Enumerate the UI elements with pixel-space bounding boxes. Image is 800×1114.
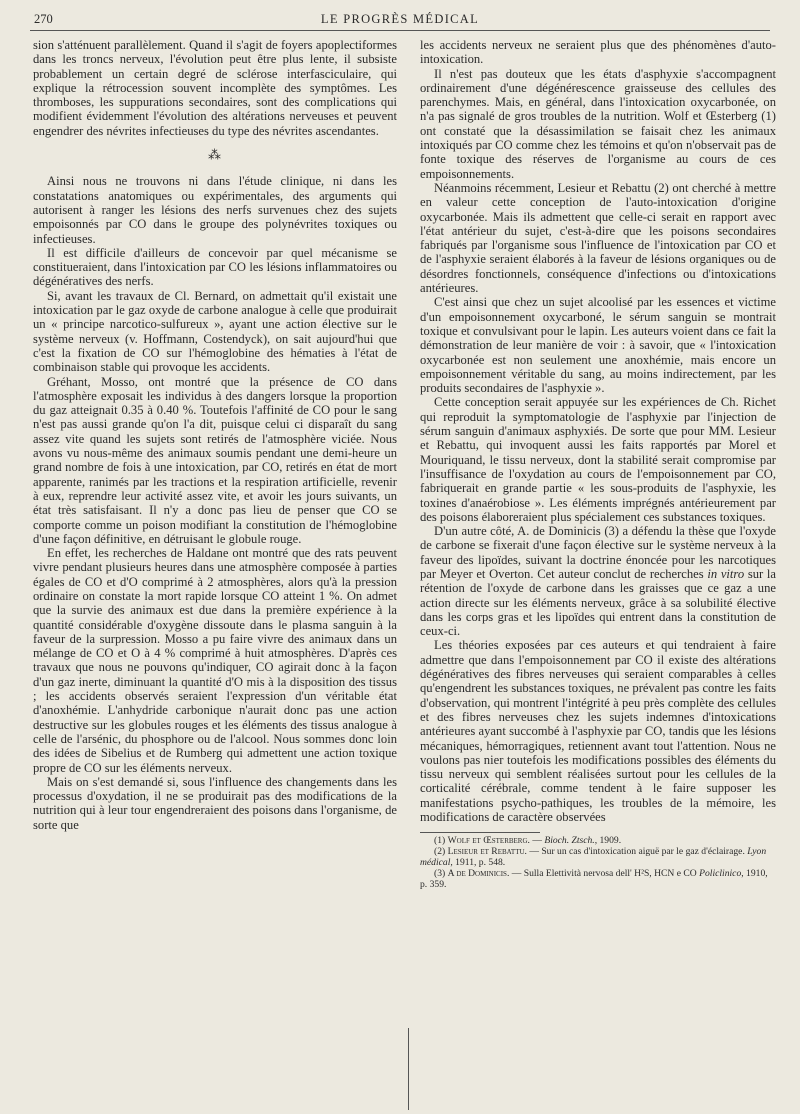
paragraph: les accidents nerveux ne seraient plus que des phénomènes d'auto-intoxication. [420, 38, 776, 67]
footnote [420, 847, 776, 869]
footnote-text: — Sur un cas d'intoxication aiguë par le gaz d'éclairage. [526, 846, 748, 858]
paragraph: Si, avant les travaux de Cl. Bernard, on admettait qu'il existait une intoxication par le gaz oxyde de carbone analogue à celle que produirait un « principe narcotico-sulfureux », ayant une action élective sur le système nerveux (v. Hoffmann, Costendyck), on sait aujourd'hui que c'est la fixation de CO sur l'hémoglobine des hématies à l'état de combinaison stable qui provoque les accidents. [33, 288, 397, 375]
column-rule [408, 1028, 409, 1110]
paragraph: sion s'atténuent parallèlement. Quand il s'agit de foyers apoplectiformes dans les troncs nerveux, l'évolution peut être plus lente, il subsiste probablement un certain degré de sclérose interfasciculaire, qui explique la rétrocession souvent incomplète des symptômes. Les thromboses, les suppurations secondaires, sont des complications qui modifient évidemment l'évolution des altérations nerveuses et peuvent engendrer des névrites infectieuses du type des névrites ascendantes. [33, 38, 397, 138]
paragraph: En effet, les recherches de Haldane ont montré que des rats peuvent vivre pendant plusieurs heures dans une atmosphère composée à parties égales de CO et d'O comprimé à 2 atmosphères, alors qu'à la pression ordinaire on constate la mort rapide lorsque CO atteint 1 %. On admet que la survie des animaux est due dans la première expérience à la quantité considérable d'oxygène dissoute dans le plasma sanguin à la faveur de la surpression. Mosso a pu faire vivre des animaux dans un mélange de CO et O à 4 % comprimé à huit atmosphères. D'après ces travaux que nous ne pouvons qu'indiquer, CO agirait donc à la façon d'un gaz inerte, diminuant la quantité d'O mis à la disposition des tissus ; les accidents observés seraient l'expression d'un véritable état d'anoxhémie. L'anhydride carbonique n'aurait donc pas une action destructive sur les globules rouges et les éléments des tissus analogue à celle de l'arsénic, du phosphore ou de l'alcool. Nous sommes donc loin des idées de Sibelius et de Rumberg qui admettent une action toxique propre de CO sur les éléments nerveux. [33, 546, 397, 775]
paragraph: Mais on s'est demandé si, sous l'influence des changements dans les processus d'oxydation, il ne se produirait pas des modifications de la nutrition qui à leur tour engendreraient des poisons dans l'organisme, de sorte que [33, 774, 397, 832]
footnote-journal: Lyon médical [420, 846, 767, 868]
paragraph: Gréhant, Mosso, ont montré que la présence de CO dans l'atmosphère exposait les individus à des dangers lorsque la proportion du gaz atteignait 0.35 à 0.40 %. Toutefois l'affinité de CO pour le sang n'est pas aussi grande qu'on l'a dit, puisque celui ci disparaît du sang assez vite quand les sujets sont retirés de l'atmosphère viciée. Nous avons vu nous-même des animaux soumis pendant une demi-heure un grand nombre de fois à une intoxication, par CO, retirés en état de mort apparente, ranimés par les tractions et la respiration artificielle, revenir à eux, reprendre leur activité assez vite, et avoir les jours suivants, un état très satisfaisant. Il n'y a donc pas lieu de penser que CO se comporte comme un poison modifiant la constitution de l'hémoglobine d'une façon définitive, en détruisant le globule rouge. [33, 374, 397, 546]
running-title: LE PROGRÈS MÉDICAL [320, 12, 480, 26]
footnote-journal: Policlinico [699, 867, 742, 879]
paragraph [420, 524, 776, 638]
paragraph: Cette conception serait appuyée sur les expériences de Ch. Richet qui reproduit la symptomatologie de l'asphyxie par l'injection de sérum sanguin d'animaux asphyxiés. De sorte que pour MM. Lesieur et Rebattu, qui invoquent aussi les faits rapportés par Morel et Mouriquand, le tissu nerveux, dont la stabilité serait compromise par l'insuffisance de l'oxydation au cours de l'empoisonnement par CO, fabriquerait en grande partie « les sous-produits de l'asphyxie, les toxines d'anaérobiose ». Les éléments imprégnés antérieurement par des poisons élaboreraient plus spécialement ces substances toxiques. [420, 395, 776, 524]
footnote-text: , 1910, p. 359. [420, 867, 768, 890]
right-column [420, 38, 776, 890]
paragraph: Néanmoins récemment, Lesieur et Rebattu (2) ont cherché à mettre en valeur cette conception de l'auto-intoxication d'origine oxycarbonée. Mais ils admettent que celle-ci serait en rapport avec l'état antérieur du sujet, c'est-à-dire que les poisons secondaires fabriqués par l'organisme sous l'influence de l'intoxication par CO et de l'asphyxie seraient élaborés à la faveur de lésions organiques ou de désordres fonctionnels, conséquence d'infections ou d'intoxications antérieures. [420, 180, 776, 296]
footnote-text: , 1911, p. 548. [450, 856, 506, 868]
footnote-number: (1) [434, 835, 446, 847]
footnote-journal: Bioch. Ztsch. [544, 835, 595, 847]
footnote-divider [420, 832, 540, 833]
footnote-text: , 1909. [594, 835, 622, 847]
footnote-authors: Lesieur et Rebattu. [447, 846, 527, 858]
footnotes [420, 836, 776, 890]
paragraph: Il n'est pas douteux que les états d'asphyxie s'accompagnent ordinairement d'une dégénérescence graisseuse des cellules des parenchymes. Mais, en général, dans l'intoxication oxycarbonée, on n'a pas signalé de gros troubles de la nutrition. Wolf et Œsterberg (1) ont constaté que la désassimilation se faisait chez les animaux intoxiqués par CO comme chez les témoins et qu'on n'observait pas de fonte toxique des réserves de l'organisme au cours de ces empoisonnements. [420, 66, 776, 181]
paragraph-text: D'un autre côté, A. de Dominicis (3) a défendu la thèse que l'oxyde de carbone se fixerait d'une façon élective sur le système nerveux à la faveur des lipoïdes, suivant la doctrine énoncée pour les narcotiques par Meyer et Overton. Cet auteur conclut de recherches [420, 524, 776, 581]
paragraph: Il est difficile d'ailleurs de concevoir par quel mécanisme se constitueraient, dans l'intoxication par CO les lésions inflammatoires ou dégénératives des nerfs. [33, 245, 397, 289]
footnote [420, 869, 776, 891]
italic-term: in vitro [707, 566, 745, 581]
paragraph: Les théories exposées par ces auteurs et qui tendraient à faire admettre que dans l'empoisonnement par CO il existe des altérations dégénératives des fibres nerveuses qui seraient comparables à celles qu'engendrent les substances toxiques, ne prévalent pas contre les faits d'observation, qui montrent l'intégrité à peu près complète des cellules et des fibres nerveuses chez les sujets indemnes d'intoxications antérieures ayant succombé à l'asphyxie par CO, tandis que les lésions mécaniques, hémorragiques, retiennent avant tout l'attention. Nous ne voulons pas nier toutefois les modifications possibles des éléments du tissu nerveux qui semblent réalisées surtout pour les cellules de la corticalité cérébrale, comme tendent à le faire supposer les manifestations psycho-pathiques, les troubles de la mémoire, les modifications de caractère observées [420, 638, 776, 825]
footnote-authors: A de Dominicis. [447, 867, 510, 879]
page-header [30, 8, 770, 31]
footnote-text: — Sulla Elettività nervosa dell' H²S, HCN e CO [509, 867, 700, 879]
section-separator: ⁂ [208, 147, 222, 163]
footnote-number: (2) [434, 846, 446, 858]
paragraph-text: sur la rétention de l'oxyde de carbone dans les graisses que ce gaz a une action directe sur les éléments nerveux, grâce à sa solubilité élective dans les corps gras et les lipoïdes qui entrent dans la constitution de ceux-ci. [420, 566, 777, 639]
paragraph: C'est ainsi que chez un sujet alcoolisé par les essences et victime d'un empoisonnement oxycarboné, le sérum sanguin se montrait toxique et convulsivant pour le lapin. Les auteurs voient dans ce fait la démonstration de leur manière de voir : à savoir, que « l'intoxication oxycarbonée est non seulement une anoxhémie, mais encore un empoisonnement véritable du sang, au moins indirectement, par les produits secondaires de l'asphyxie ». [420, 295, 776, 396]
footnote-text: — [529, 835, 545, 847]
paragraph: Ainsi nous ne trouvons ni dans l'étude clinique, ni dans les constatations anatomiques ou expérimentales, des arguments qui autorisent à ranger les lésions des nerfs survenues chez des sujets empoisonnés par CO dans le groupe des polynévrites toxiques ou infectieuses. [33, 174, 397, 246]
page-number: 270 [34, 12, 53, 26]
footnote-number: (3) [434, 867, 446, 879]
left-column [33, 38, 397, 832]
footnote-authors: Wolf et Œsterberg. [447, 835, 530, 847]
